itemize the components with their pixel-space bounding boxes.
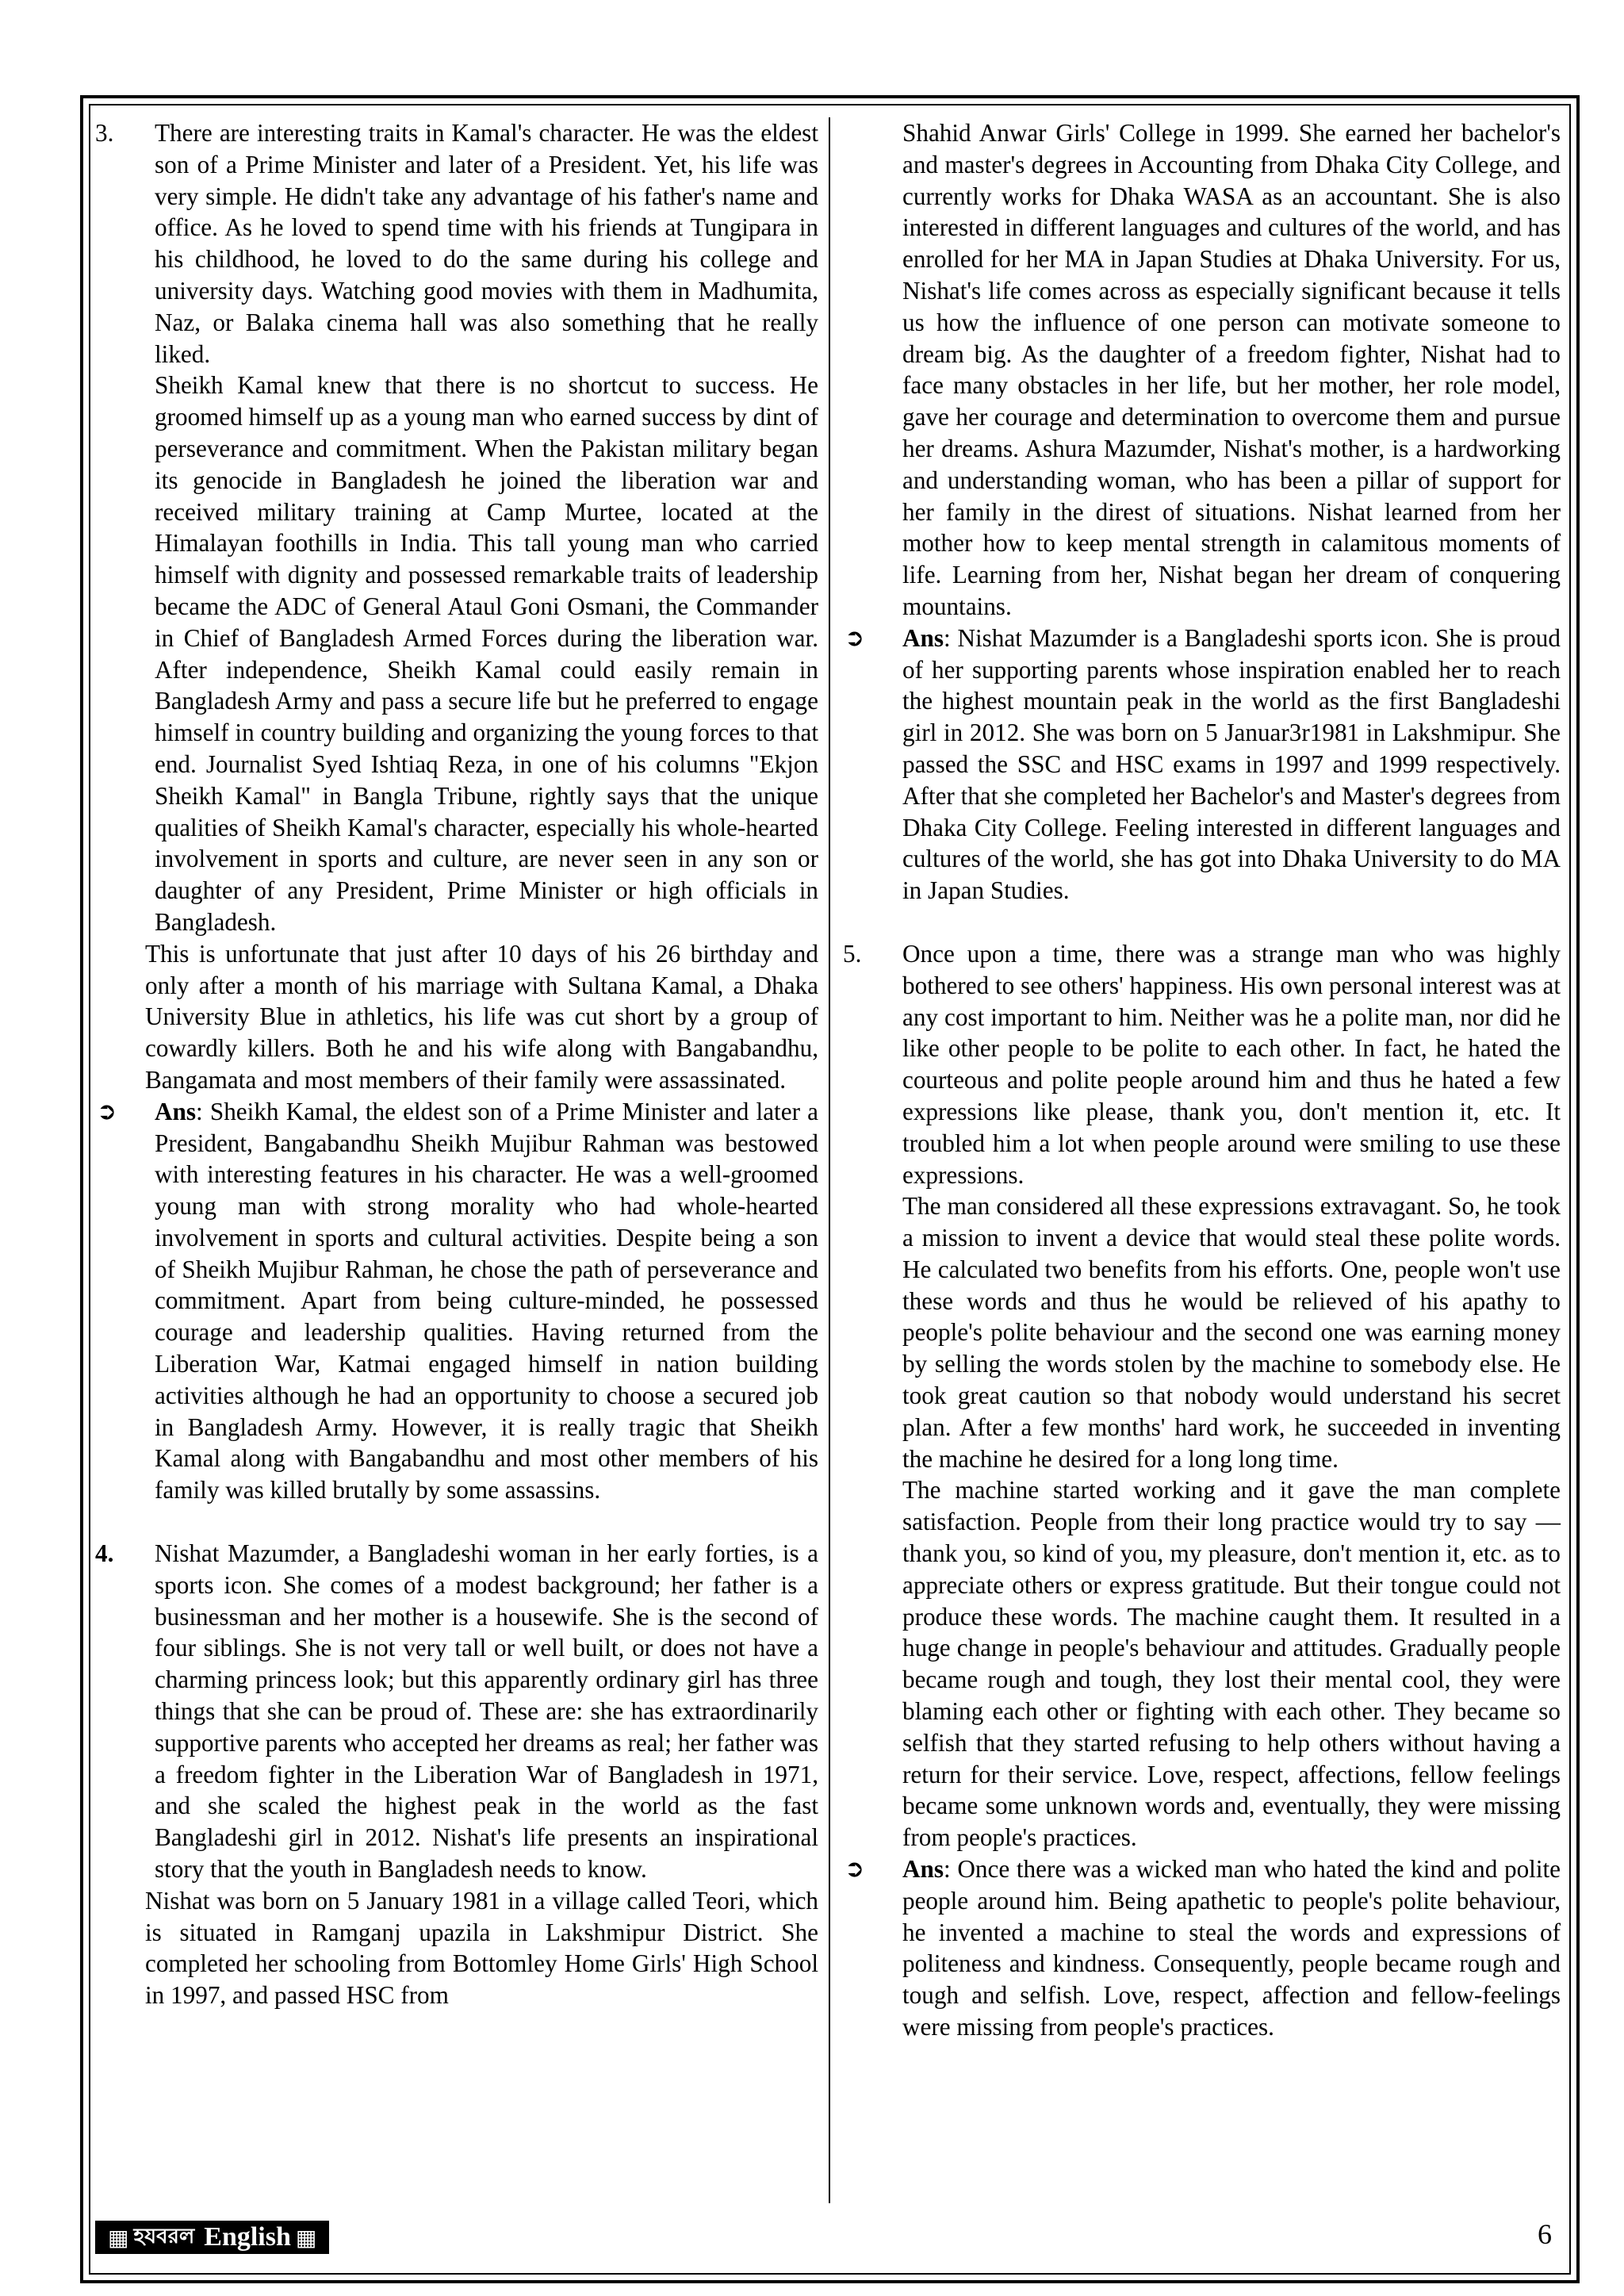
answer-4-text: : Nishat Mazumder is a Bangladeshi sports icon. She is proud of her supporting parents whose inspiration enabled her to reach the highest mountain peak in the world as the first Bangladeshi girl in 2012. She was born on 5 Januar3r1981 in Lakshmipur. She passed the SSC and HSC exams in 1997 and 1999 respectively. After that she completed her Bachelor's and Master's degrees from Dhaka City College. Feeling interested in different languages and cultures of the world, she has got into Dhaka University to do MA in Japan Studies. <box>902 623 1561 905</box>
answer-label: Ans <box>902 623 944 652</box>
answer-label: Ans <box>155 1097 197 1125</box>
question-5-paragraph-1: Once upon a time, there was a strange man who was highly bothered to see others' happiness. His own personal interest was at any cost important to him. Neither was he a polite man, nor did he like other people to be polite to each other. In fact, he hated the courteous and polite people around him and thus he hated a few expressions like please, thank you, don't mention it, etc. It troubled him a lot when people around were smiling to use these expressions. <box>902 939 1561 1189</box>
question-3 <box>95 117 818 1096</box>
question-5-paragraph-2: The man considered all these expressions extravagant. So, he took a mission to invent a device that would steal these polite words. He calculated two benefits from his efforts. One, people won't use these words and thus he would be relieved of his apathy to people's polite behaviour and the second one was earning money by selling the words stolen by the machine to somebody else. He took great caution so that nobody would understand his secret plan. After a few months' hard work, he succeeded in inventing the machine he desired for a long long time. <box>902 1192 1561 1473</box>
footer-brand-logo <box>95 2221 329 2254</box>
question-4-number: 4. <box>95 1539 114 1568</box>
right-column <box>843 117 1561 2043</box>
question-3-paragraph-1: There are interesting traits in Kamal's character. He was the eldest son of a Prime Minister and later of a President. Yet, his life was very simple. He didn't take any advantage of his father's name and office. As he loved to spend time with his friends at Tungipara in his childhood, he loved to do the same during his college and university days. Watching good movies with them in Madhumita, Naz, or Balaka cinema hall was also something that he really liked. <box>155 119 818 368</box>
left-column <box>95 117 818 2011</box>
answer-arrow-icon: ➲ <box>845 623 865 652</box>
column-divider <box>829 117 830 2203</box>
question-5 <box>843 938 1561 1853</box>
answer-arrow-icon: ➲ <box>845 1855 865 1884</box>
question-3-paragraph-3: This is unfortunate that just after 10 days of his 26 birthday and only after a month of his marriage with Sultana Kamal, a Dhaka University Blue in athletics, his life was cut short by a group of cowardly killers. Both he and his wife along with Bangabandhu, Bangamata and most members of their family were assassinated. <box>145 939 818 1094</box>
answer-5 <box>843 1853 1561 2043</box>
question-4-paragraph-1: Nishat Mazumder, a Bangladeshi woman in her early forties, is a sports icon. She comes of a modest background; her father is a businessman and her mother is a housewife. She is the second of four siblings. She is not very tall or well built, or does not have a charming princess look; but this apparently ordinary girl has three things that she can be proud of. These are: she has extraordinarily supportive parents who accepted her dreams as real; her father was a freedom fighter in the Liberation War of Bangladesh in 1971, and she scaled the highest peak in the world as the fast Bangladeshi girl in 2012. Nishat's life presents an inspirational story that the youth in Bangladesh needs to know. <box>155 1539 818 1884</box>
question-3-number: 3. <box>95 119 114 147</box>
question-5-number: 5. <box>843 939 862 968</box>
answer-3-text: : Sheikh Kamal, the eldest son of a Prime Minister and later a President, Bangabandhu Sheikh Mujibur Rahman was bestowed with interesting features in his character. He was a well-groomed young man with strong morality who had whole-hearted involvement in sports and cultural activities. Despite being a son of Sheikh Mujibur Rahman, he chose the path of perseverance and commitment. Apart from being culture-minded, he possessed courage and leadership qualities. Having returned from the Liberation War, Katmai engaged himself in nation building activities although he had an opportunity to choose a secured job in Bangladesh Army. However, it is really tragic that Sheikh Kamal along with Bangabandhu and most other members of his family was killed brutally by some assassins. <box>155 1097 818 1504</box>
question-4-paragraph-2-start: Nishat was born on 5 January 1981 in a village called Teori, which is situated in Ramganj upazila in Lakshmipur District. She completed her schooling from Bottomley Home Girls' High School in 1997, and passed HSC from <box>145 1886 818 2010</box>
footer-brand-english: English <box>204 2222 291 2252</box>
question-4-continued <box>843 117 1561 623</box>
question-5-paragraph-3: The machine started working and it gave the man complete satisfaction. People from their long practice would try to say — thank you, so kind of you, my pleasure, don't mention it, etc. as to appreciate others or express gratitude. But their tongue could not produce these words. The machine caught them. It resulted in a huge change in people's behaviour and attitudes. Gradually people became rough and tough, they lost their mental cool, they were blaming each other or fighting with each other. They became so selfish that they started refusing to help others without having a return for their service. Love, respect, affections, fellow feelings became some unknown words and, eventually, they were missing from people's practices. <box>902 1476 1561 1852</box>
answer-arrow-icon: ➲ <box>97 1097 117 1125</box>
book-icon: ▦ <box>108 2224 129 2251</box>
answer-3 <box>95 1096 818 1506</box>
question-3-paragraph-2: Sheikh Kamal knew that there is no shortcut to success. He groomed himself up as a young man who earned success by dint of perseverance and commitment. When the Pakistan military began its genocide in Bangladesh he joined the liberation war and received military training at Camp Murtee, located at the Himalayan foothills in India. This tall young man who carried himself with dignity and possessed remarkable traits of leadership became the ADC of General Ataul Goni Osmani, the Commander in Chief of Bangladesh Armed Forces during the liberation war. After independence, Sheikh Kamal could easily remain in Bangladesh Army and pass a secure life but he preferred to engage himself in country building and organizing the young forces to that end. Journalist Syed Ishtiaq Reza, in one of his columns "Ekjon Sheikh Kamal" in Bangla Tribune, rightly says that the unique qualities of Sheikh Kamal's character, especially his whole-hearted involvement in sports and culture, are never seen in any son or daughter of any President, Prime Minister or high officials in Bangladesh. <box>155 371 818 936</box>
question-4-paragraph-2-end: Shahid Anwar Girls' College in 1999. She earned her bachelor's and master's degrees in Accounting from Dhaka City College, and currently works for Dhaka WASA as an accountant. She is also interested in different languages and cultures of the world, and has enrolled for her MA in Japan Studies at Dhaka University. For us, Nishat's life comes across as especially significant because it tells us how the influence of one person can motivate someone to dream big. As the daughter of a freedom fighter, Nishat had to face many obstacles in her life, but her mother, her role model, gave her courage and determination to overcome them and pursue her dreams. Ashura Mazumder, Nishat's mother, is a hardworking and understanding woman, who has been a pillar of support for her family in the direst of situations. Nishat learned from her mother how to keep mental strength in calamitous moments of life. Learning from her, Nishat began her dream of conquering mountains. <box>902 119 1561 620</box>
page-number: 6 <box>1538 2218 1552 2250</box>
footer-brand-bangla: হযবরল <box>133 2225 195 2248</box>
answer-label: Ans <box>902 1855 944 1884</box>
answer-5-text: : Once there was a wicked man who hated the kind and polite people around him. Being apathetic to people's polite behaviour, he invented a machine to steal the words and expressions of politeness and kindness. Consequently, people became rough and tough and selfish. Love, respect, affection and fellow-feelings were missing from people's practices. <box>902 1855 1561 2041</box>
question-4 <box>95 1538 818 2011</box>
book-icon: ▦ <box>295 2224 317 2251</box>
answer-4 <box>843 623 1561 907</box>
